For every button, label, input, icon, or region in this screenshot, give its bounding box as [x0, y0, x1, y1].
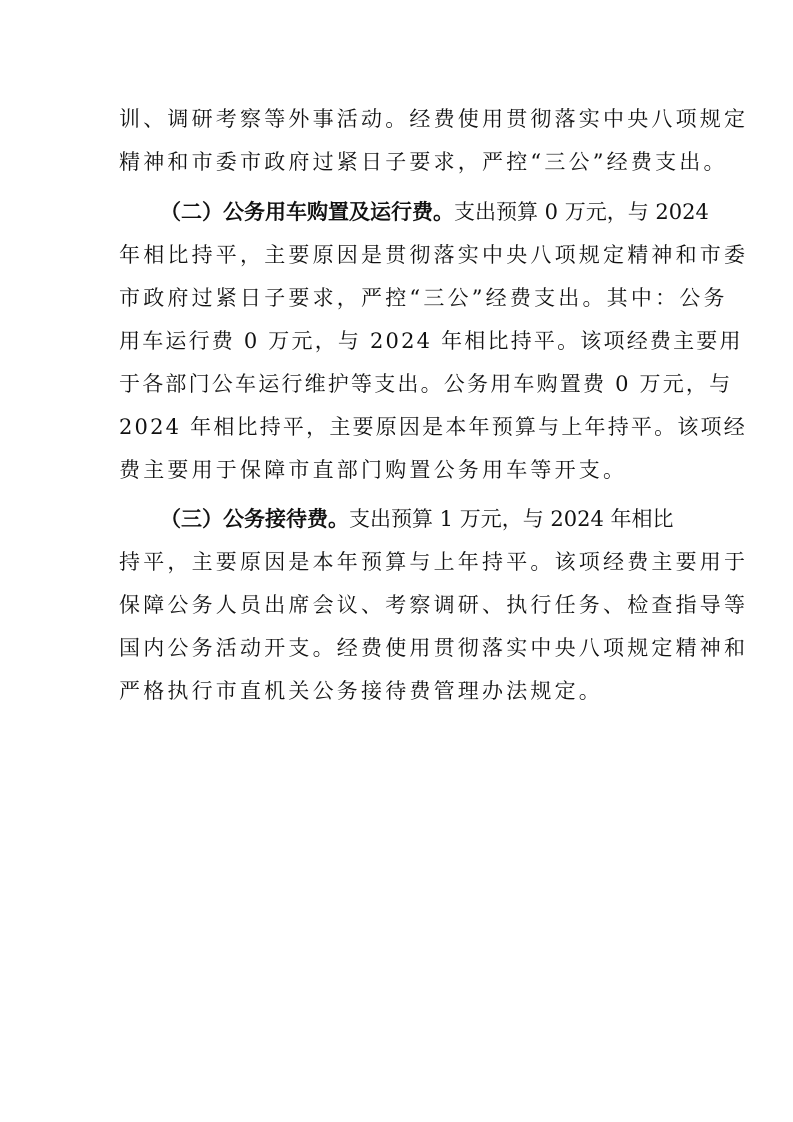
section-heading: （三）公务接待费。: [160, 506, 349, 531]
text-line: 于各部门公车运行维护等支出。公务用车购置费 0 万元，与: [119, 372, 733, 396]
text-span: 支出预算 1 万元，与 2024 年相比: [349, 507, 674, 531]
text-line: 持平，主要原因是本年预算与上年持平。该项经费主要用于: [119, 550, 749, 574]
text-line: 精神和市委市政府过紧日子要求，严控“三公”经费支出。: [119, 150, 728, 174]
text-line: [160, 190, 793, 234]
text-line: 费主要用于保障市直部门购置公务用车等开支。: [119, 458, 628, 482]
text-line: 国内公务活动开支。经费使用贯彻落实中央八项规定精神和: [119, 636, 749, 660]
text-line: [160, 497, 793, 541]
section-heading: （二）公务用车购置及运行费。: [160, 199, 454, 224]
text-line: 用车运行费 0 万元，与 2024 年相比持平。该项经费主要用: [119, 329, 743, 353]
text-line: 训、调研考察等外事活动。经费使用贯彻落实中央八项规定: [119, 107, 749, 131]
text-line: 保障公务人员出席会议、考察调研、执行任务、检查指导等: [119, 593, 749, 617]
text-span: 支出预算 0 万元，与 2024: [454, 200, 709, 224]
text-line: 市政府过紧日子要求，严控“三公”经费支出。其中：公务: [119, 286, 728, 310]
text-line: 严格执行市直机关公务接待费管理办法规定。: [119, 679, 603, 703]
text-line: 2024 年相比持平，主要原因是本年预算与上年持平。该项经: [119, 415, 747, 439]
text-line: 年相比持平，主要原因是贯彻落实中央八项规定精神和市委: [119, 243, 749, 267]
